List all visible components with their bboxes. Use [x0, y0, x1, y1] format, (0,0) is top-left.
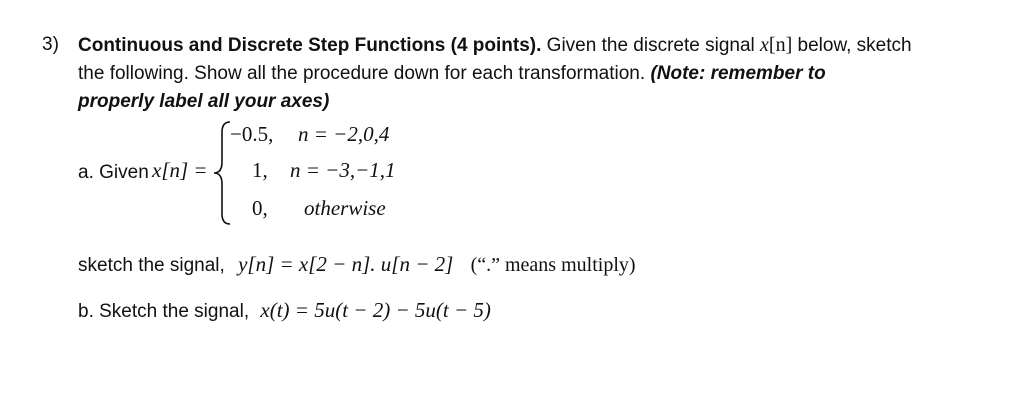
question-intro-2: below, sketch — [792, 35, 912, 56]
case-3-condition: otherwise — [304, 196, 386, 220]
part-b-label: b. Sketch the signal, — [78, 301, 250, 322]
question-instructions: the following. Show all the procedure down for each transformation. — [78, 63, 651, 84]
question-intro-1: Given the discrete signal — [541, 35, 761, 56]
intro-signal-var: x — [760, 34, 769, 56]
note-part-2: properly label all your axes) — [78, 91, 330, 112]
sketch-line — [78, 253, 636, 277]
part-a-label: a. Given — [78, 162, 149, 183]
case-1-value: −0.5, — [230, 122, 274, 146]
sketch-equation: y[n] = x[2 − n]. u[n − 2] — [238, 252, 454, 276]
intro-signal-index: [n] — [768, 34, 793, 56]
question-line-1 — [78, 34, 912, 57]
sketch-text: sketch the signal, — [78, 255, 225, 276]
part-b-line — [78, 299, 491, 323]
question-number: 3) — [42, 34, 59, 55]
case-1-condition: n = −2,0,4 — [298, 122, 390, 146]
case-2-condition: n = −3,−1,1 — [290, 158, 396, 182]
case-3-value: 0, — [252, 196, 268, 220]
question-title: Continuous and Discrete Step Functions (4 points). — [78, 35, 542, 56]
sketch-note: (“.” means multiply) — [470, 254, 636, 276]
part-a-lhs: x[n] = — [152, 158, 208, 182]
question-line-2 — [78, 63, 826, 85]
case-2-value: 1, — [252, 158, 268, 182]
note-part-1: (Note: remember to — [650, 63, 826, 84]
part-b-equation: x(t) = 5u(t − 2) − 5u(t − 5) — [260, 298, 491, 322]
